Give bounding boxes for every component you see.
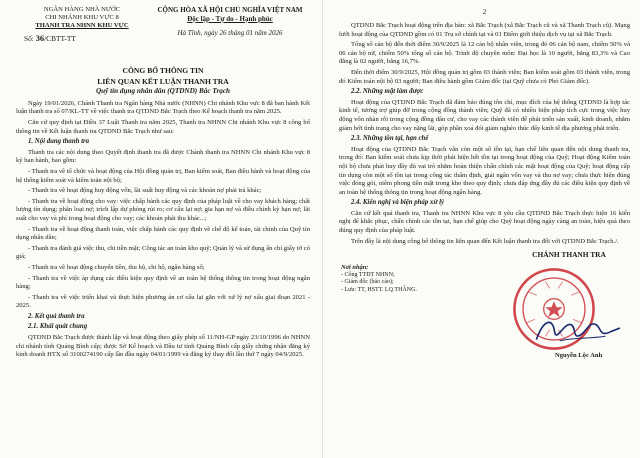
paragraph: Đến thời điểm 30/9/2025, Hội đồng quản trị gồm 03 thành viên; Ban kiểm soát gồm 03 thành viên, trong đó Kiểm toán nội bộ 03 người; Ban điều hành gồm Giám đốc (tại Quỹ chưa có Phó Giám đốc). <box>339 68 630 85</box>
list-item: - Thanh tra về hoạt động cho vay: việc chấp hành các quy định của pháp luật về cho vay khách hàng; chất lượng tín dụng; phân loại nợ; trích lập dự phòng rủi ro; cơ cấu lại nợ; gia hạn nợ và điều chỉnh kỳ hạn nợ; lãi suất cho vay và phí trong hoạt động cho vay; các khoản phải thu khác...; <box>16 197 310 222</box>
page-number: 2 <box>482 8 487 16</box>
section-heading: 2. Kết quả thanh tra <box>28 312 85 320</box>
signer-name: Nguyễn Lộc Anh <box>555 352 603 360</box>
document-number <box>22 35 142 43</box>
signer <box>499 250 639 360</box>
document-number-value: 36 <box>35 33 45 43</box>
document-header <box>16 6 310 64</box>
recipients <box>341 264 417 294</box>
section-heading: 1. Nội dung thanh tra <box>28 138 90 146</box>
list-item: - Thanh tra về hoạt động chuyển tiền, thu hộ, chi hộ, ngân hàng số; <box>28 263 205 271</box>
handwritten-signature-icon <box>533 312 623 348</box>
list-item: - Thanh tra về việc áp dụng các điều kiện quy định về an toàn hệ thống thông tin trong hoạt động ngân hàng; <box>16 274 310 291</box>
agency-line-2: CHI NHÁNH KHU VỰC 8 <box>45 14 119 22</box>
recipient-item: - Công TTĐT NHNN; <box>341 271 395 278</box>
subsection-heading: 2.2. Những mặt làm được <box>351 88 424 96</box>
signature-block <box>339 250 630 368</box>
list-item: - Thanh tra về tổ chức và hoạt động của Hội đồng quản trị, Ban kiểm soát, Ban điều hành và hoạt động của hệ thống kiểm soát và kiểm toán nội bộ; <box>16 167 310 184</box>
list-item: - Thanh tra về hoạt động thanh toán, việc chấp hành các quy định về chế độ kế toán, tài chính của Quỹ tín dụng nhân dân; <box>16 225 310 242</box>
paragraph: Hoạt động của QTDND Bắc Trạch vẫn còn một số tồn tại, hạn chế liên quan đến nội dung thanh tra, trong đó: Ban kiểm soát chưa kịp thời phát hiện hết tồn tại trong hoạt động của Quỹ; Hoạt động Kiểm toán nội bộ chưa phát huy đầy đủ vai trò nhằm hoàn thiện chấn chỉnh các mặt hoạt động của Quỹ; hoạt động cấp tín dụng còn một số tồn tại trong công tác thẩm định, giải ngân vốn vay và thu nợ vay; chưa thực hiện đúng việc đóng gói, niêm phong tiền mặt trong kho theo quy định; chưa đáp ứng đầy đủ các điều kiện quy định về an toàn hệ thống thông tin trong hoạt động ngân hàng. <box>339 145 630 196</box>
document-title-line-2: LIÊN QUAN KẾT LUẬN THANH TRA <box>97 77 229 87</box>
subsection-heading: 2.3. Những tồn tại, hạn chế <box>351 135 429 143</box>
paragraph: Hoạt động của QTDND Bắc Trạch đã đảm bảo đúng tôn chỉ, mục đích của hệ thống QTDND là hợp tác kinh tế, tương trợ giúp đỡ trong cộng đồng thành viên; Quỹ đã có nhiều biện pháp tích cực trong việc huy động vốn nhàn rỗi trong cộng đồng dân cư, cho vay các thành viên để phát triển sản xuất, kinh doanh, nhằm giảm bớt tình trạng cho vay nặng lãi, góp phần xoá đói giảm nghèo thúc đẩy kinh tế địa phương phát triển. <box>339 98 630 132</box>
national-header <box>146 6 314 38</box>
issue-date: Hà Tĩnh, ngày 26 tháng 01 năm 2026 <box>177 29 283 38</box>
list-item: - Thanh tra về việc triển khai và thực hiện phương án cơ cấu lại gắn với xử lý nợ xấu giai đoạn 2021 - 2025. <box>16 293 310 310</box>
document-page-2 <box>322 0 640 458</box>
paragraph: Căn cứ quy định tại Điều 37 Luật Thanh tra năm 2025, Thanh tra NHNN Chi nhánh Khu vực 8 công bố thông tin về Kết luận thanh tra QTDND Bắc Trạch như sau: <box>16 119 310 135</box>
paragraph: Căn cứ kết quả thanh tra, Thanh tra NHNN Khu vực 8 yêu cầu QTDND Bắc Trạch thực hiện 16 kiến nghị để khắc phục, chấn chỉnh các tồn tại, hạn chế giúp cho Quỹ hoạt động ngày càng an toàn, hiệu quả theo đúng quy định của pháp luật. <box>339 209 630 235</box>
recipients-label: Nơi nhận: <box>341 264 369 272</box>
document-subtitle: Quỹ tín dụng nhân dân (QTDND) Bắc Trạch <box>95 86 231 95</box>
document-number-prefix: Số: <box>24 33 34 43</box>
recipient-item: - Lưu: TT, HSTT. LQ.THẮNG. <box>341 287 417 294</box>
document-number-suffix: /CBTT-TT <box>44 33 76 43</box>
document-title-line-1: CÔNG BỐ THÔNG TIN <box>122 66 204 75</box>
agency-line-1: NGÂN HÀNG NHÀ NƯỚC <box>43 6 121 13</box>
national-motto: Độc lập - Tự do - Hạnh phúc <box>187 14 273 23</box>
paragraph: Ngày 19/01/2026, Chánh Thanh tra Ngân hàng Nhà nước (NHNN) Chi nhánh Khu vực 8 đã ban hành Kết luận thanh tra số 07/KL-TT về việc thanh tra QTDND Bắc Trạch theo Kế hoạch thanh tra năm 2025. <box>16 99 310 116</box>
signer-role: CHÁNH THANH TRA <box>532 250 606 260</box>
agency-line-3: THANH TRA NHNN KHU VỰC <box>35 22 129 30</box>
subsection-heading: 2.1. Khái quát chung <box>28 323 88 331</box>
issuing-agency <box>22 6 142 43</box>
paragraph: Thanh tra các nội dung theo Quyết định thanh tra đã được Chánh thanh tra NHNN Chi nhánh Khu vực 8 ký ban hành, bao gồm: <box>16 148 310 165</box>
paragraph: Tổng số cán bộ đến thời điểm 30/9/2025 là 12 cán bộ nhân viên, trong đó 06 cán bộ nam, chiếm 50% và 06 cán bộ nữ, chiếm 50% tổng số cán bộ. Trình độ chuyên môn: Đại học là 10 người, bằng 83,3% và Cao đẳng là 02 người, bằng 16,7%. <box>339 41 630 66</box>
subsection-heading: 2.4. Kiến nghị và biện pháp xử lý <box>351 199 445 207</box>
recipient-item: - Giám đốc (bảo cáo); <box>341 279 394 286</box>
paragraph: QTDND Bắc Trạch được thành lập và hoạt động theo giấy phép số 11/NH-GP ngày 23/10/1996 do NHNN chi nhánh tỉnh Quảng Bình cấp; được Sở Kế hoạch và Đầu tư tỉnh Quảng Bình cấp giấy chứng nhận đăng ký kinh doanh HTX số 3100274190 cấp lần đầu ngày 04/01/1999 và đăng ký thay đổi lần thứ 7 ngày 04/9/2025. <box>16 334 310 359</box>
nation-name: CỘNG HÒA XÃ HỘI CHỦ NGHĨA VIỆT NAM <box>157 6 303 14</box>
paragraph: QTDND Bắc Trạch hoạt động trên địa bàn: xã Bắc Trạch (xã Bắc Trạch cũ và xã Thanh Trạch cũ). Mạng lưới hoạt động của QTDND gồm có 01 Trụ sở chính tại và 01 Điểm giới thiệu dịch vụ tại xã Bắc Trạch. <box>339 22 630 38</box>
list-item: - Thanh tra về hoạt động huy động vốn, lãi suất huy động và các khoản nợ phải trả khác; <box>28 187 262 195</box>
paragraph: Trên đây là nội dung công bố thông tin liên quan đến Kết luận thanh tra đối với QTDND Bắc Trạch./. <box>351 237 619 245</box>
list-item: - Thanh tra đánh giá việc thu, chi tiền mặt; Công tác an toàn kho quỹ; Quản lý và sử dụng ấn chỉ giấy tờ có giá; <box>16 244 310 261</box>
